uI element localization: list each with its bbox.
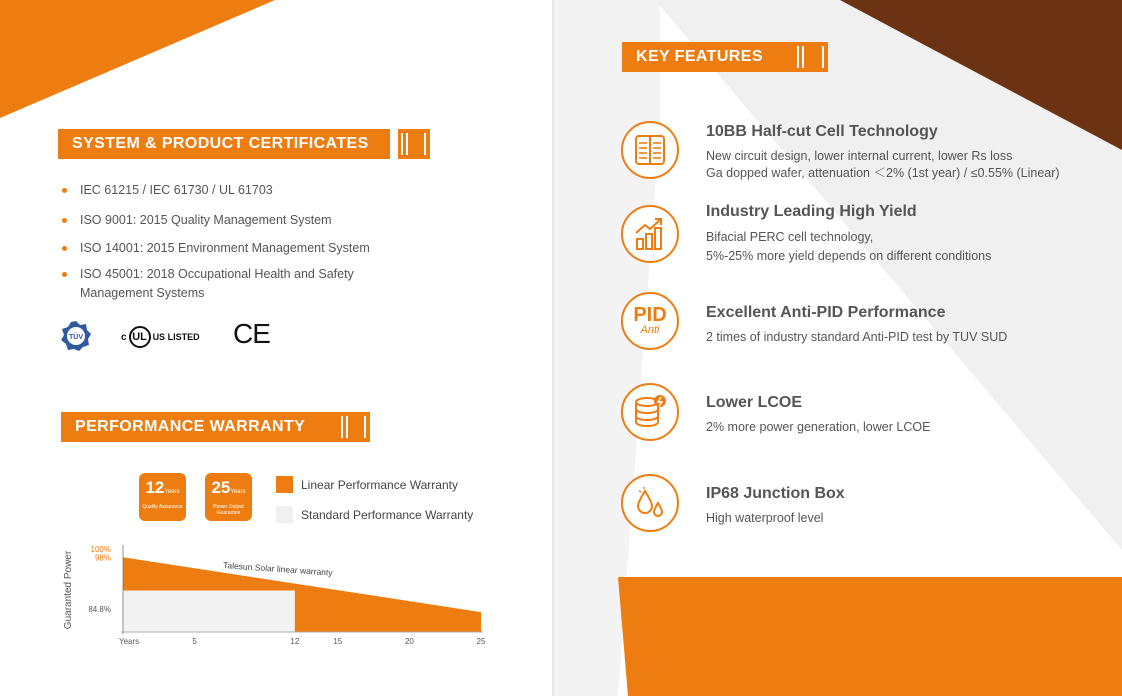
x-tick-label: 20 — [404, 637, 414, 646]
yield-growth-icon — [621, 205, 679, 263]
y-axis-label: Guaranted Power — [63, 550, 74, 630]
water-drops-icon — [621, 474, 679, 532]
list-item: ISO 14001: 2015 Environment Management System — [62, 239, 482, 265]
feature-desc-yield: Bifacial PERC cell technology, 5%-25% more yield depends on different conditions — [706, 230, 992, 263]
ul-logo: c UL US LISTED — [121, 322, 200, 352]
x-tick-label: Years — [119, 637, 140, 646]
svg-text:TÜV: TÜV — [69, 334, 83, 341]
feature-desc-pid: 2 times of industry standard Anti-PID test by TUV SUD — [706, 330, 1008, 344]
header-tab — [398, 129, 430, 159]
chart-annotation: Talesun Solar linear warranty — [222, 560, 333, 578]
quality-assurance-badge: 12Years Quality Assurance — [139, 473, 186, 521]
feature-title-yield: Industry Leading High Yield — [706, 203, 917, 220]
key-features-header — [622, 42, 802, 72]
list-item: ISO 9001: 2015 Quality Management System — [62, 211, 482, 239]
certificates-header — [58, 129, 390, 159]
x-tick-label: 25 — [476, 637, 486, 646]
certificates-title: SYSTEM & PRODUCT CERTIFICATES — [72, 135, 369, 152]
feature-desc-ip68: High waterproof level — [706, 511, 824, 525]
list-item: IEC 61215 / IEC 61730 / UL 61703 — [62, 181, 482, 211]
y-tick-label: 100% — [90, 545, 111, 554]
x-tick-label: 15 — [333, 637, 343, 646]
feature-desc-half-cut: New circuit design, lower internal current, lower Rs loss Ga dopped wafer, attenuation ＜2% (1st year) / ≤0.55% (Linear) — [706, 149, 1060, 180]
feature-title-pid: Excellent Anti-PID Performance — [706, 304, 946, 321]
half-cut-cell-icon — [621, 121, 679, 179]
header-tab — [794, 42, 828, 72]
feature-title-ip68: IP68 Junction Box — [706, 485, 845, 502]
legend-swatch-linear — [276, 476, 293, 493]
coins-icon — [621, 383, 679, 441]
warranty-header — [61, 412, 351, 442]
feature-title-half-cut: 10BB Half-cut Cell Technology — [706, 123, 938, 140]
y-tick-label: 98% — [94, 553, 111, 563]
legend-swatch-standard — [276, 506, 293, 523]
power-guarantee-badge: 25Years Power Output Guarantee — [205, 473, 252, 521]
x-tick-label: 5 — [192, 637, 197, 646]
list-item: ISO 45001: 2018 Occupational Health and Safety Management Systems — [62, 265, 390, 303]
pid-icon: PID Anti — [621, 292, 679, 350]
feature-title-lcoe: Lower LCOE — [706, 394, 803, 411]
certificate-list — [62, 181, 482, 303]
ce-logo: CE — [233, 318, 270, 349]
warranty-title: PERFORMANCE WARRANTY — [75, 418, 306, 435]
key-features-title: KEY FEATURES — [636, 48, 763, 65]
feature-desc-lcoe: 2% more power generation, lower LCOE — [706, 420, 931, 434]
legend-label-linear: Linear Performance Warranty — [301, 478, 458, 492]
tuv-logo-icon — [60, 320, 92, 352]
header-tab — [338, 412, 370, 442]
x-tick-label: 12 — [290, 637, 300, 646]
legend-label-standard: Standard Performance Warranty — [301, 508, 474, 522]
warranty-chart — [55, 538, 495, 650]
y-tick-label: 84.8% — [88, 605, 111, 614]
